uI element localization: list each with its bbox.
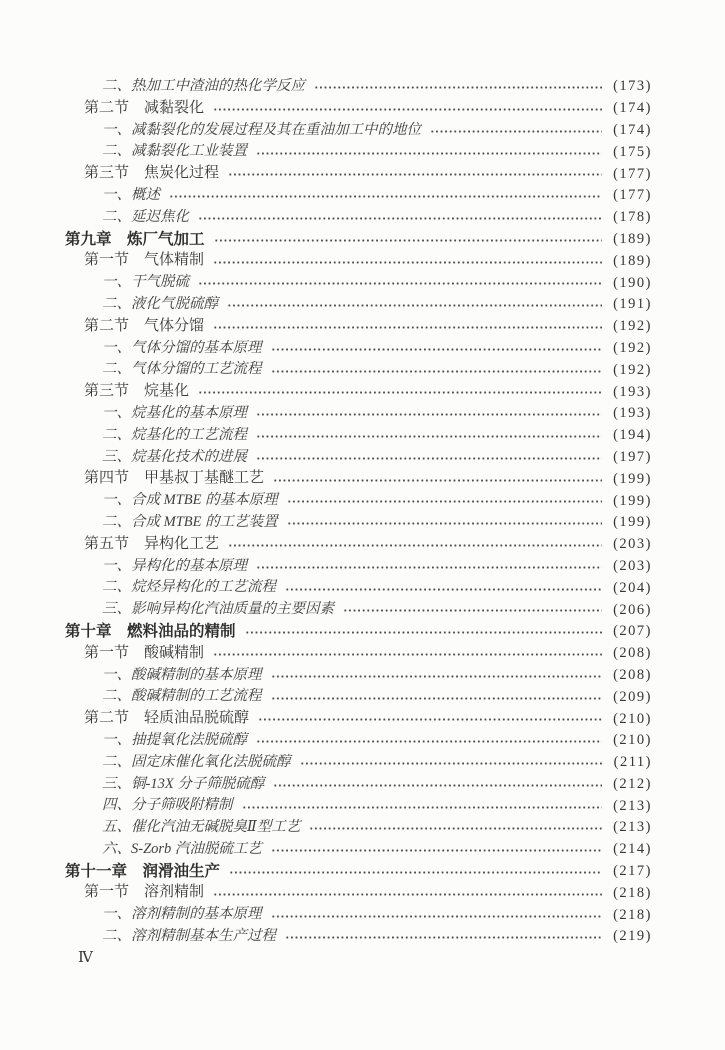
toc-entry-page: (197)	[613, 448, 652, 465]
toc-entry-page: (204)	[613, 579, 652, 596]
toc-row	[65, 98, 652, 120]
footer-page-number: Ⅳ	[78, 950, 93, 966]
toc-entry-title: 一、溶剂精制的基本原理	[102, 906, 262, 923]
toc-row	[65, 207, 652, 229]
toc-row	[65, 904, 652, 926]
toc-entry-page: (174)	[613, 100, 652, 117]
toc-entry-page: (193)	[613, 405, 652, 422]
toc-entry-title: 第一节 气体精制	[84, 252, 205, 269]
toc-row	[65, 468, 652, 490]
toc-row	[65, 120, 652, 142]
toc-row	[65, 861, 652, 883]
toc-entry-title: 二、液化气脱硫醇	[102, 295, 218, 312]
toc-entry-page: (210)	[613, 732, 652, 749]
toc-entry-title: 一、干气脱硫	[102, 274, 189, 291]
toc-row	[65, 643, 652, 665]
toc-entry-page: (203)	[613, 557, 652, 574]
dot-leader	[213, 98, 602, 120]
toc-entry-title: 第二节 轻质油品脱硫醇	[84, 710, 250, 727]
dot-leader	[256, 447, 602, 469]
toc-entry-page: (175)	[613, 143, 652, 160]
toc-entry-page: (213)	[613, 797, 652, 814]
toc-entry-page: (178)	[613, 209, 652, 226]
toc-entry-title: 第二节 减黏裂化	[84, 99, 205, 116]
toc-entry-title: 二、烷烃异构化的工艺流程	[102, 579, 276, 596]
dot-leader	[271, 904, 603, 926]
toc-row	[65, 294, 652, 316]
dot-leader	[309, 817, 602, 839]
dot-leader	[256, 403, 602, 425]
toc-row	[65, 774, 652, 796]
toc-row	[65, 141, 652, 163]
dot-leader	[242, 795, 603, 817]
toc-row	[65, 795, 652, 817]
toc-entry-page: (218)	[613, 906, 652, 923]
toc-entry-page: (173)	[613, 78, 652, 95]
toc-entry-title: 一、减黏裂化的发展过程及其在重油加工中的地位	[102, 121, 421, 138]
toc-row	[65, 359, 652, 381]
toc-entry-title: 三、烷基化技术的进展	[102, 448, 247, 465]
toc-entry-title: 第九章 炼厂气加工	[65, 230, 205, 248]
toc-row	[65, 163, 652, 185]
toc-entry-page: (174)	[613, 121, 652, 138]
toc-entry-page: (189)	[613, 230, 652, 247]
toc-row	[65, 839, 652, 861]
toc-row	[65, 817, 652, 839]
dot-leader	[285, 926, 602, 948]
toc-row	[65, 185, 652, 207]
dot-leader	[287, 490, 602, 512]
toc-row	[65, 926, 652, 948]
dot-leader	[214, 229, 602, 251]
dot-leader	[256, 425, 602, 447]
toc-entry-title: 二、减黏裂化工业装置	[102, 143, 247, 160]
toc-entry-title: 二、气体分馏的工艺流程	[102, 361, 262, 378]
toc-entry-page: (210)	[613, 710, 652, 727]
dot-leader	[271, 359, 603, 381]
toc-entry-page: (209)	[613, 688, 652, 705]
dot-leader	[198, 381, 602, 403]
toc-entry-page: (208)	[613, 666, 652, 683]
toc-row	[65, 250, 652, 272]
toc-entry-title: 三、铜-13X 分子筛脱硫醇	[102, 775, 265, 792]
dot-leader	[271, 839, 602, 861]
dot-leader	[271, 686, 603, 708]
toc-entry-page: (193)	[613, 383, 652, 400]
toc-entry-title: 二、延迟焦化	[102, 208, 189, 225]
dot-leader	[343, 599, 602, 621]
toc-entry-page: (212)	[613, 775, 652, 792]
toc-entry-page: (206)	[613, 601, 652, 618]
toc-entry-title: 二、合成 MTBE 的工艺装置	[102, 513, 278, 530]
dot-leader	[228, 534, 602, 556]
toc-list	[65, 76, 652, 948]
toc-entry-page: (218)	[613, 884, 652, 901]
dot-leader	[227, 294, 602, 316]
dot-leader	[271, 665, 603, 687]
toc-entry-title: 四、分子筛吸附精制	[102, 797, 233, 814]
toc-entry-title: 第二节 气体分馏	[84, 317, 205, 334]
dot-leader	[273, 774, 602, 796]
toc-entry-title: 一、酸碱精制的基本原理	[102, 666, 262, 683]
toc-entry-page: (192)	[613, 318, 652, 335]
toc-row	[65, 621, 652, 643]
dot-leader	[287, 512, 602, 534]
toc-row	[65, 708, 652, 730]
toc-entry-title: 第四节 甲基叔丁基醚工艺	[84, 470, 265, 487]
toc-entry-page: (208)	[613, 645, 652, 662]
toc-row	[65, 686, 652, 708]
toc-entry-title: 二、固定床催化氧化法脱硫醇	[102, 753, 291, 770]
toc-entry-title: 二、热加工中渣油的热化学反应	[102, 78, 305, 94]
dot-leader	[213, 643, 602, 665]
toc-entry-title: 一、合成 MTBE 的基本原理	[102, 492, 278, 509]
toc-row	[65, 577, 652, 599]
dot-leader	[213, 882, 602, 904]
toc-row	[65, 76, 652, 98]
toc-entry-title: 三、影响异构化汽油质量的主要因素	[102, 601, 334, 618]
dot-leader	[228, 163, 602, 185]
toc-row	[65, 752, 652, 774]
toc-entry-title: 第三节 焦炭化过程	[84, 165, 220, 182]
toc-row	[65, 381, 652, 403]
toc-entry-title: 二、烷基化的工艺流程	[102, 426, 247, 443]
toc-entry-title: 一、异构化的基本原理	[102, 557, 247, 574]
toc-row	[65, 229, 652, 251]
toc-entry-page: (191)	[613, 296, 652, 313]
toc-entry-page: (189)	[613, 252, 652, 269]
toc-entry-page: (177)	[613, 187, 652, 204]
dot-leader	[229, 861, 602, 883]
toc-row	[65, 882, 652, 904]
toc-entry-page: (177)	[613, 165, 652, 182]
toc-entry-page: (199)	[613, 492, 652, 509]
toc-entry-page: (217)	[613, 863, 652, 880]
toc-entry-title: 一、烷基化的基本原理	[102, 404, 247, 421]
dot-leader	[213, 316, 602, 338]
toc-entry-title: 第十一章 润滑油生产	[65, 862, 221, 880]
dot-leader	[169, 185, 602, 207]
toc-entry-page: (211)	[613, 754, 652, 771]
toc-row	[65, 556, 652, 578]
toc-row	[65, 599, 652, 621]
toc-entry-title: 六、S-Zorb 汽油脱硫工艺	[102, 840, 262, 857]
toc-entry-title: 第五节 异构化工艺	[84, 535, 220, 552]
toc-entry-page: (213)	[613, 819, 652, 836]
dot-leader	[256, 141, 602, 163]
toc-entry-title: 一、概述	[102, 186, 160, 203]
toc-entry-page: (192)	[613, 361, 652, 378]
toc-entry-title: 第三节 烷基化	[84, 383, 190, 400]
toc-entry-title: 二、酸碱精制的工艺流程	[102, 688, 262, 705]
toc-entry-page: (199)	[613, 470, 652, 487]
dot-leader	[258, 708, 602, 730]
toc-entry-title: 一、抽提氧化法脱硫醇	[102, 731, 247, 748]
toc-entry-page: (199)	[613, 514, 652, 531]
toc-entry-page: (194)	[613, 427, 652, 444]
toc-row	[65, 425, 652, 447]
dot-leader	[273, 468, 602, 490]
dot-leader	[271, 338, 603, 360]
toc-entry-title: 第一节 酸碱精制	[84, 644, 205, 661]
toc-entry-title: 五、催化汽油无碱脱臭Ⅱ型工艺	[102, 819, 301, 836]
toc-row	[65, 534, 652, 556]
toc-row	[65, 338, 652, 360]
dot-leader	[285, 577, 602, 599]
toc-row	[65, 512, 652, 534]
toc-entry-page: (203)	[613, 536, 652, 553]
toc-entry-page: (214)	[613, 841, 652, 858]
dot-leader	[300, 752, 603, 774]
toc-row	[65, 316, 652, 338]
toc-row	[65, 447, 652, 469]
toc-row	[65, 490, 652, 512]
dot-leader	[430, 120, 602, 142]
toc-row	[65, 665, 652, 687]
toc-entry-title: 二、溶剂精制基本生产过程	[102, 928, 276, 945]
toc-entry-title: 第十章 燃料油品的精制	[65, 622, 236, 640]
dot-leader	[314, 76, 602, 98]
toc-entry-title: 第一节 溶剂精制	[84, 884, 205, 901]
dot-leader	[256, 556, 602, 578]
toc-entry-page: (192)	[613, 339, 652, 356]
toc-row	[65, 730, 652, 752]
dot-leader	[198, 272, 602, 294]
toc-entry-page: (219)	[613, 928, 652, 945]
dot-leader	[256, 730, 602, 752]
toc-row	[65, 403, 652, 425]
toc-entry-page: (190)	[613, 274, 652, 291]
dot-leader	[245, 621, 602, 643]
dot-leader	[198, 207, 602, 229]
dot-leader	[213, 250, 602, 272]
toc-row	[65, 272, 652, 294]
toc-entry-title: 一、气体分馏的基本原理	[102, 339, 262, 356]
toc-entry-page: (207)	[613, 623, 652, 640]
